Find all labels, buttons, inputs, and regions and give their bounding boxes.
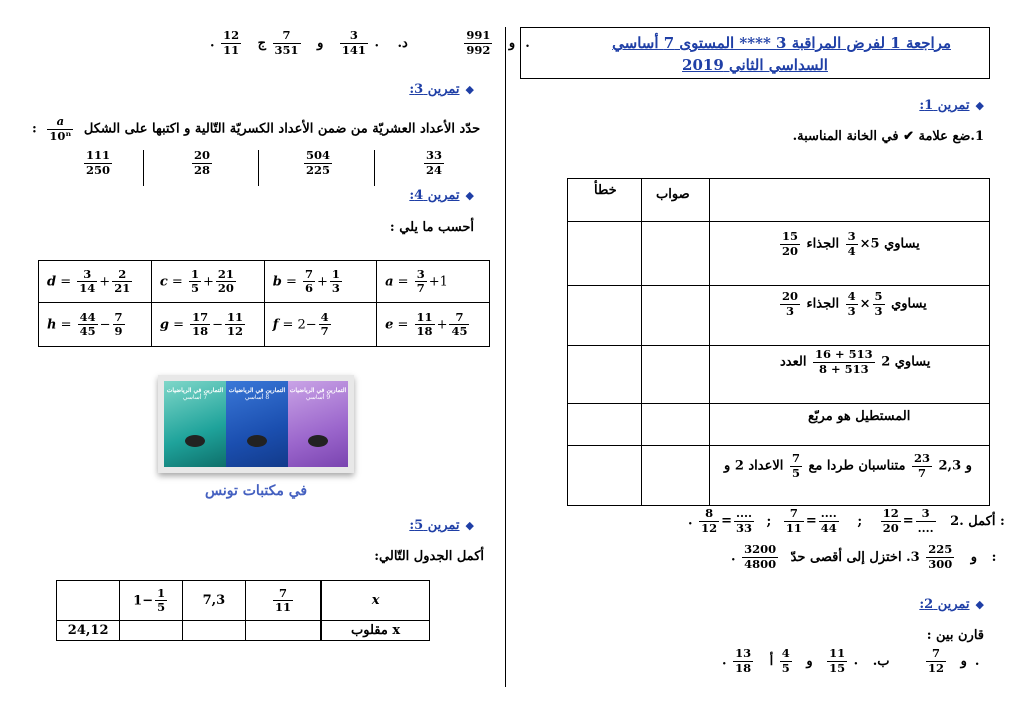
header-wrong: خطأ [594,183,617,198]
diamond-icon: ◆ [975,99,984,112]
ex2-compare: قارن بين : [926,628,984,643]
calc-cell-d: d = $\frac{3}{14}$ + $\frac{2}{21}$ [39,261,152,303]
ex1-heading: ◆تمرين 1: [919,98,984,113]
statement-1: $\frac{15}{20}$ يساوي 5× $\frac{3}{4}$ الجذاء [782,229,920,258]
ex4-instruction: أحسب ما يلي : [389,220,474,235]
diamond-icon: ◆ [975,598,984,611]
ex3-fractions [40,148,480,188]
x-cell-3: 1− $\frac{1}{5}$ [120,581,183,621]
page-title: مراجعة 1 لفرض المراقبة 3 **** المستوى 7 أساسي [612,34,951,52]
calc-cell-e: e = $\frac{11}{18}$ + $\frac{7}{45}$ [377,303,490,347]
q2-complete: . $\frac{8}{12}$ = .... 33 ; $\frac{7}{11}$ = .... 44 ; $\frac{12}{20}$ = 3 .... 2. أكمل : [688,506,1005,535]
ex3-instruction: : $\frac{a}{\text{10ⁿ}}$ حدّد الأعداد العشريّة من ضمن الأعداد الكسريّة التّالية و اكتبها على الشكل [32,114,481,143]
cell-wrong-1[interactable] [568,222,641,285]
cell-right-4[interactable] [642,404,709,445]
title-box [520,27,990,79]
book-cover-9: التمارين في الرياضيات 9 أساسي [288,381,348,467]
calc-table [38,260,490,347]
statement-5: و 2,3 $\frac{23}{7}$ متناسبان طردا مع $\frac{7}{5}$ الاعداد 2 و [724,451,972,480]
books-advert [158,375,354,473]
cell-wrong-4[interactable] [568,404,641,445]
ex5-heading: ◆تمرين 5: [409,518,474,533]
q3-reduce: . $\frac{3200}{4800}$ و $\frac{225}{300}$ 3. اختزل إلى أقصى حدّ : [731,542,997,571]
cell-right-1[interactable] [642,222,709,285]
calc-cell-g: g = $\frac{17}{18}$ − $\frac{11}{12}$ [151,303,264,347]
calc-cell-a: a = $\frac{3}{7}$ +1 [377,261,490,303]
page-subtitle: السداسي الثاني 2019 [682,56,828,74]
diamond-icon: ◆ [465,83,474,96]
fraction-item: 111 250 [86,148,111,177]
fraction-item: 20 28 [194,148,211,177]
cell-wrong-2[interactable] [568,286,641,345]
book-cover-7: التمارين في الرياضيات 7 أساسي [164,381,226,467]
x-cell-4[interactable] [57,581,120,621]
ex2-items: . $\frac{13}{18}$ و $\frac{7}{12}$ ب. . $\frac{11}{15}$ و $\frac{4}{5}$ أ. [722,646,980,675]
x-cell-2: 7,3 [183,581,246,621]
diamond-icon: ◆ [465,189,474,202]
calc-cell-f: f = 2− $\frac{4}{7}$ [264,303,376,347]
fraction-item: 33 24 [426,148,443,177]
ex5-instruction: أكمل الجدول التّالي: [374,549,484,564]
ex3-heading: ◆تمرين 3: [409,82,474,97]
calc-cell-b: b = $\frac{7}{6}$ + $\frac{1}{3}$ [264,261,376,303]
ex1-instruction: 1.ضع علامة ✔ في الخانة المناسبة. [792,129,984,144]
cell-right-2[interactable] [642,286,709,345]
statement-2: $\frac{20}{3}$ يساوي $\frac{5}{3}$ × $\frac{4}{3}$ الجذاء [782,289,927,318]
ex4-heading: ◆تمرين 4: [409,188,474,203]
statement-3: يساوي 2 $\frac{16 + 513}{8 + 513}$ العدد [780,347,931,376]
books-caption: في مكتبات تونس [205,483,308,499]
inv-cell-3[interactable] [120,621,183,641]
x-row-label: x [321,581,429,621]
inv-row-label: مقلوب x [321,621,429,641]
header-right: صواب [656,187,690,202]
statement-4: المستطيل هو مربّع [808,409,911,424]
inv-cell-4: 24,12 [57,621,120,641]
ex2-heading: ◆تمرين 2: [919,597,984,612]
x-cell-1: $\frac{7}{11}$ [245,581,321,621]
ex2-continued: . $\frac{12}{11}$ و $\frac{991}{992}$ د. . $\frac{3}{141}$ و $\frac{7}{351}$ ج. [210,28,530,57]
cell-wrong-5[interactable] [568,446,641,504]
inv-cell-1[interactable] [245,621,321,641]
cell-right-3[interactable] [642,346,709,403]
fraction-item: 504 225 [306,148,331,177]
book-cover-8: التمارين في الرياضيات 8 أساسي [226,381,288,467]
column-divider [505,27,506,687]
inv-cell-2[interactable] [183,621,246,641]
truefalse-table [567,178,990,506]
cell-right-5[interactable] [642,446,709,504]
diamond-icon: ◆ [465,519,474,532]
cell-wrong-3[interactable] [568,346,641,403]
calc-cell-h: h = $\frac{44}{45}$ − $\frac{7}{9}$ [39,303,152,347]
inverse-table [56,580,430,641]
calc-cell-c: c = $\frac{1}{5}$ + $\frac{21}{20}$ [151,261,264,303]
